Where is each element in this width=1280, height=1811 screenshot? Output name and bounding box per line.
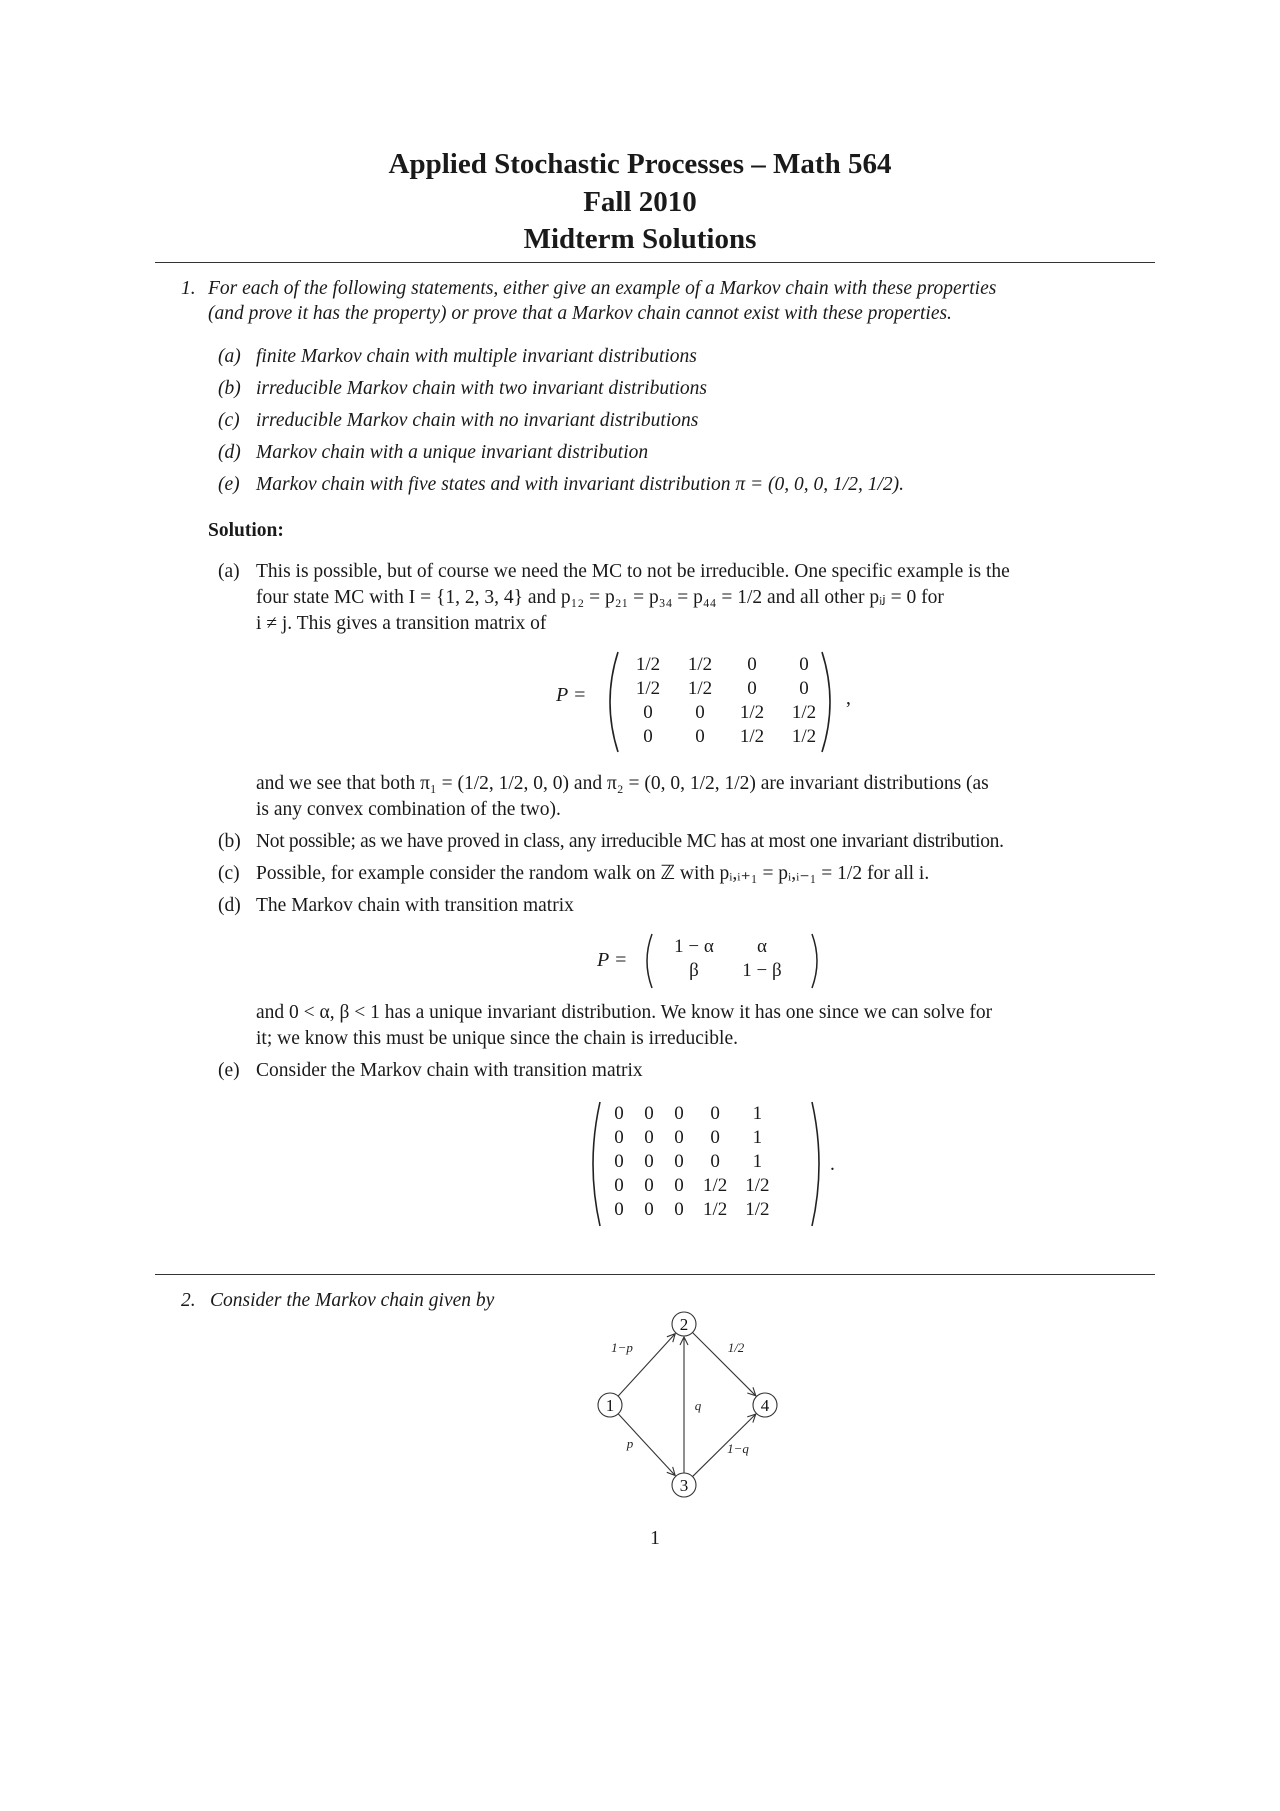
edge-label: q [694, 1398, 702, 1413]
matrix-cell: 1 − β [742, 960, 782, 981]
matrix-a [622, 653, 830, 749]
solution-a-line3: i ≠ j. This gives a transition matrix of [256, 613, 547, 634]
left-paren [593, 1102, 600, 1226]
matrix-cell: 0 [644, 1103, 654, 1124]
matrix-cell: 0 [674, 1199, 684, 1220]
matrix-row [622, 725, 830, 749]
problem-1-number: 1. [181, 278, 196, 299]
matrix-row [604, 1198, 779, 1222]
node-label: 4 [760, 1396, 770, 1415]
matrix-cell: 0 [799, 654, 809, 675]
markov-chain-diagram [580, 1290, 800, 1500]
left-paren [647, 934, 652, 988]
matrix-row [622, 701, 830, 725]
solution-a-after-line1: and we see that both π₁ = (1/2, 1/2, 0, 0) and π₂ = (0, 0, 1/2, 1/2) are invariant distributions (as [256, 773, 989, 794]
matrix-row [660, 959, 796, 983]
matrix-cell: 0 [614, 1175, 624, 1196]
matrix-cell: 0 [644, 1199, 654, 1220]
matrix-cell: 0 [747, 678, 757, 699]
matrix-e-trailer: . [830, 1154, 835, 1175]
edge-label: 1/2 [727, 1340, 745, 1355]
edge-label: p [626, 1436, 634, 1451]
matrix-row [660, 935, 796, 959]
problem-1-statement-line2: (and prove it has the property) or prove that a Markov chain cannot exist with these properties. [208, 303, 952, 324]
solution-heading: Solution: [208, 520, 284, 541]
matrix-cell: 1/2 [739, 726, 765, 747]
matrix-d [660, 935, 796, 983]
document-subtitle: Midterm Solutions [523, 223, 757, 255]
page-number: 1 [650, 1528, 660, 1549]
solution-e-label: (e) [218, 1060, 240, 1081]
document-title: Applied Stochastic Processes – Math 564 [388, 148, 892, 180]
solution-e-text: Consider the Markov chain with transition matrix [256, 1060, 643, 1081]
matrix-cell: 0 [614, 1151, 624, 1172]
solution-b-text: Not possible; as we have proved in class, any irreducible MC has at most one invariant distribution. [256, 831, 1004, 852]
matrix-a-trailer: , [846, 688, 851, 709]
matrix-cell: 0 [643, 702, 653, 723]
matrix-cell: 0 [674, 1151, 684, 1172]
item-label: (d) [218, 442, 241, 463]
solution-a-line2: four state MC with I = {1, 2, 3, 4} and p₁₂ = p₂₁ = p₃₄ = p₄₄ = 1/2 and all other pᵢⱼ = 0 for [256, 587, 944, 608]
matrix-cell: 1/2 [703, 1175, 728, 1196]
edge-2-to-4 [692, 1332, 755, 1395]
item-label: (a) [218, 346, 241, 367]
solution-a-line1: This is possible, but of course we need the MC to not be irreducible. One specific example is the [256, 561, 1010, 582]
matrix-cell: 1/2 [635, 654, 661, 675]
solution-d-after-line2: it; we know this must be unique since the chain is irreducible. [256, 1028, 738, 1049]
item-text: finite Markov chain with multiple invariant distributions [256, 346, 697, 367]
matrix-e [604, 1102, 779, 1222]
matrix-d-label: P = [597, 949, 628, 971]
matrix-cell: 0 [710, 1103, 720, 1124]
item-label: (c) [218, 410, 240, 431]
problem-2-number: 2. [181, 1290, 196, 1311]
item-text: irreducible Markov chain with two invariant distributions [256, 378, 708, 399]
matrix-cell: 0 [614, 1199, 624, 1220]
matrix-cell: 0 [747, 654, 757, 675]
problem-1-statement-line1: For each of the following statements, either give an example of a Markov chain with these properties [208, 278, 997, 299]
matrix-cell: 0 [674, 1127, 684, 1148]
matrix-cell: 0 [710, 1151, 720, 1172]
matrix-cell: α [757, 936, 767, 957]
matrix-cell: β [689, 960, 699, 981]
node-label: 3 [679, 1476, 689, 1495]
solution-a-label: (a) [218, 561, 240, 582]
matrix-cell: 0 [695, 702, 705, 723]
item-text: irreducible Markov chain with no invariant distributions [256, 410, 699, 431]
matrix-row [604, 1102, 779, 1126]
matrix-cell: 0 [799, 678, 809, 699]
solution-b-label: (b) [218, 831, 241, 852]
matrix-cell: 0 [644, 1127, 654, 1148]
matrix-cell: 0 [695, 726, 705, 747]
matrix-cell: 0 [614, 1103, 624, 1124]
node-label: 2 [679, 1315, 689, 1334]
header-divider [155, 262, 1155, 263]
solution-d-text: The Markov chain with transition matrix [256, 895, 574, 916]
matrix-cell: 1/2 [635, 678, 661, 699]
matrix-cell: 1 [752, 1127, 763, 1148]
item-label: (b) [218, 378, 241, 399]
right-paren [812, 1102, 819, 1226]
solution-c-label: (c) [218, 863, 240, 884]
matrix-cell: 0 [674, 1103, 684, 1124]
matrix-cell: 1/2 [687, 678, 713, 699]
matrix-cell: 1 [752, 1103, 763, 1124]
matrix-cell: 0 [644, 1175, 654, 1196]
matrix-cell: 1/2 [745, 1175, 770, 1196]
matrix-row [604, 1150, 779, 1174]
matrix-cell: 1/2 [791, 726, 817, 747]
item-text: Markov chain with a unique invariant distribution [256, 442, 649, 463]
matrix-cell: 1/2 [745, 1199, 770, 1220]
solution-a-after-line2: is any convex combination of the two). [256, 799, 561, 820]
matrix-row [604, 1174, 779, 1198]
matrix-cell: 1/2 [687, 654, 713, 675]
matrix-cell: 1 [752, 1151, 763, 1172]
left-paren [610, 652, 618, 752]
item-label: (e) [218, 474, 240, 495]
matrix-cell: 1/2 [791, 702, 817, 723]
matrix-cell: 0 [644, 1151, 654, 1172]
matrix-row [604, 1126, 779, 1150]
matrix-cell: 0 [643, 726, 653, 747]
item-text: Markov chain with five states and with invariant distribution π = (0, 0, 0, 1/2, 1/2). [256, 474, 904, 495]
edge-label: 1−p [611, 1340, 633, 1355]
node-label: 1 [605, 1396, 615, 1415]
solution-c-text: Possible, for example consider the random walk on ℤ with pᵢ,ᵢ₊₁ = pᵢ,ᵢ₋₁ = 1/2 for all i. [256, 863, 930, 884]
matrix-cell: 0 [710, 1127, 720, 1148]
section-divider [155, 1274, 1155, 1275]
right-paren [812, 934, 817, 988]
matrix-a-label: P = [556, 684, 587, 706]
matrix-cell: 0 [674, 1175, 684, 1196]
problem-2-statement: Consider the Markov chain given by [210, 1290, 495, 1311]
matrix-cell: 1/2 [739, 702, 765, 723]
matrix-cell: 1/2 [703, 1199, 728, 1220]
solution-d-after-line1: and 0 < α, β < 1 has a unique invariant distribution. We know it has one since we can solve for [256, 1002, 993, 1023]
solution-d-label: (d) [218, 895, 241, 916]
matrix-row [622, 677, 830, 701]
document-term: Fall 2010 [583, 186, 697, 218]
edge-label: 1−q [727, 1441, 749, 1456]
matrix-cell: 1 − α [674, 936, 714, 957]
matrix-cell: 0 [614, 1127, 624, 1148]
matrix-row [622, 653, 830, 677]
